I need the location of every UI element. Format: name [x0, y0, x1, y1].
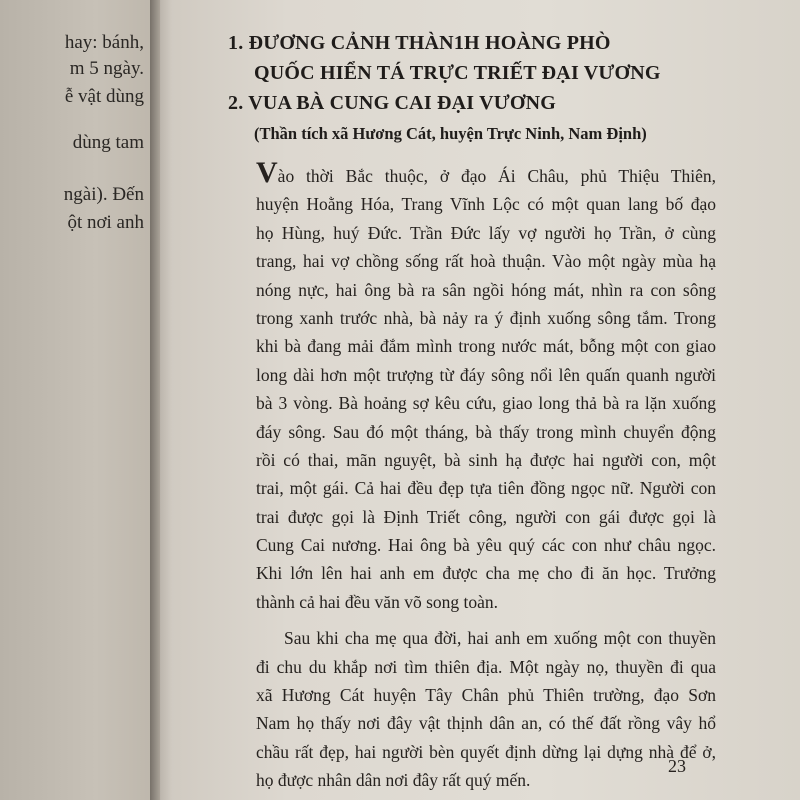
left-page-line: hay: bánh, — [64, 32, 144, 53]
text-line-content: ào thời Bắc thuộc, ở đạo Ái Châu, phủ Thiệu Thiên, — [277, 166, 716, 186]
text-line: xã Hương Cát huyện Tây Chân phủ Thiên trường, đạo Sơn — [256, 685, 716, 706]
subtitle: (Thần tích xã Hương Cát, huyện Trực Ninh, Nam Định) — [254, 124, 647, 143]
book-gutter — [150, 0, 172, 800]
left-page — [0, 0, 160, 800]
left-page-line: dùng tam — [72, 132, 144, 153]
left-page-line: ột nơi anh — [67, 212, 144, 233]
text-line: họ Hùng, huý Đức. Trần Đức lấy vợ người họ Trần, ở cùng — [256, 222, 716, 243]
left-page-line: ngài). Đến — [63, 184, 144, 205]
page-number: 23 — [668, 756, 686, 776]
heading-line-1: 1. ĐƯƠNG CẢNH THÀN1H HOÀNG PHÒ — [228, 32, 611, 54]
heading-line-1-continued: QUỐC HIỂN TÁ TRỰC TRIẾT ĐẠI VƯƠNG — [254, 62, 661, 84]
text-line: trai, một gái. Cả hai đều đẹp tựa tiên đồng ngọc nữ. Người con — [256, 478, 716, 499]
text-line: thành cả hai đều văn võ song toàn. — [256, 591, 499, 612]
text-line: chầu rất đẹp, hai người bèn quyết định dừng lại dựng nhà để ở, — [256, 741, 716, 762]
text-line: Nam họ thấy nơi đây vật thịnh dân an, có thế đất rồng vây hổ — [256, 713, 716, 734]
text-line: trai được gọi là Định Triết công, người con gái được gọi là — [256, 506, 716, 527]
right-page — [160, 0, 800, 800]
left-page-line: ễ vật dùng — [64, 86, 144, 107]
text-line: rồi có thai, mãn nguyệt, bà sinh hạ được hai người con, một — [256, 449, 716, 470]
heading-line-2: 2. VUA BÀ CUNG CAI ĐẠI VƯƠNG — [228, 92, 557, 114]
text-line: huyện Hoằng Hóa, Trang Vĩnh Lộc có một quan lang bố đạo — [256, 194, 716, 215]
body-text — [256, 156, 716, 795]
text-line: Khi lớn lên hai anh em được cha mẹ cho đi ăn học. Trưởng — [256, 563, 716, 584]
text-line — [256, 156, 716, 190]
text-line: bà 3 vòng. Bà hoảng sợ kêu cứu, giao long thả bà ra lặn xuống — [256, 393, 716, 414]
paragraph-1 — [256, 156, 716, 616]
left-page-line: m 5 ngày. — [69, 58, 144, 79]
drop-cap: V — [256, 156, 278, 189]
text-line: đi chu du khắp nơi tìm thiên địa. Một ngày nọ, thuyền đi qua — [256, 656, 716, 677]
text-line: trong xanh trước nhà, bà nảy ra ý định xuống sông tắm. Trong — [256, 307, 716, 328]
text-line: trang, hai vợ chồng sống rất hoà thuận. Vào một ngày mùa hạ — [256, 251, 716, 272]
text-line: nóng nực, hai ông bà ra sân ngồi hóng mát, nhìn ra con sông — [256, 279, 716, 300]
text-line: họ được nhân dân nơi đây rất quý mến. — [256, 770, 531, 791]
text-line: Cung Cai nương. Hai ông bà yêu quý các con như châu ngọc. — [256, 535, 716, 556]
paragraph-2 — [256, 624, 716, 794]
text-line: Sau khi cha mẹ qua đời, hai anh em xuống một con thuyền — [284, 628, 716, 649]
text-line: đáy sông. Sau đó một tháng, bà thấy trong mình chuyển động — [256, 421, 716, 442]
text-line: long dài hơn một trượng từ đáy sông nổi lên quấn quanh người — [256, 364, 716, 385]
text-line: khi bà đang mải đắm mình trong nước mát, bỗng một con giao — [256, 336, 716, 357]
